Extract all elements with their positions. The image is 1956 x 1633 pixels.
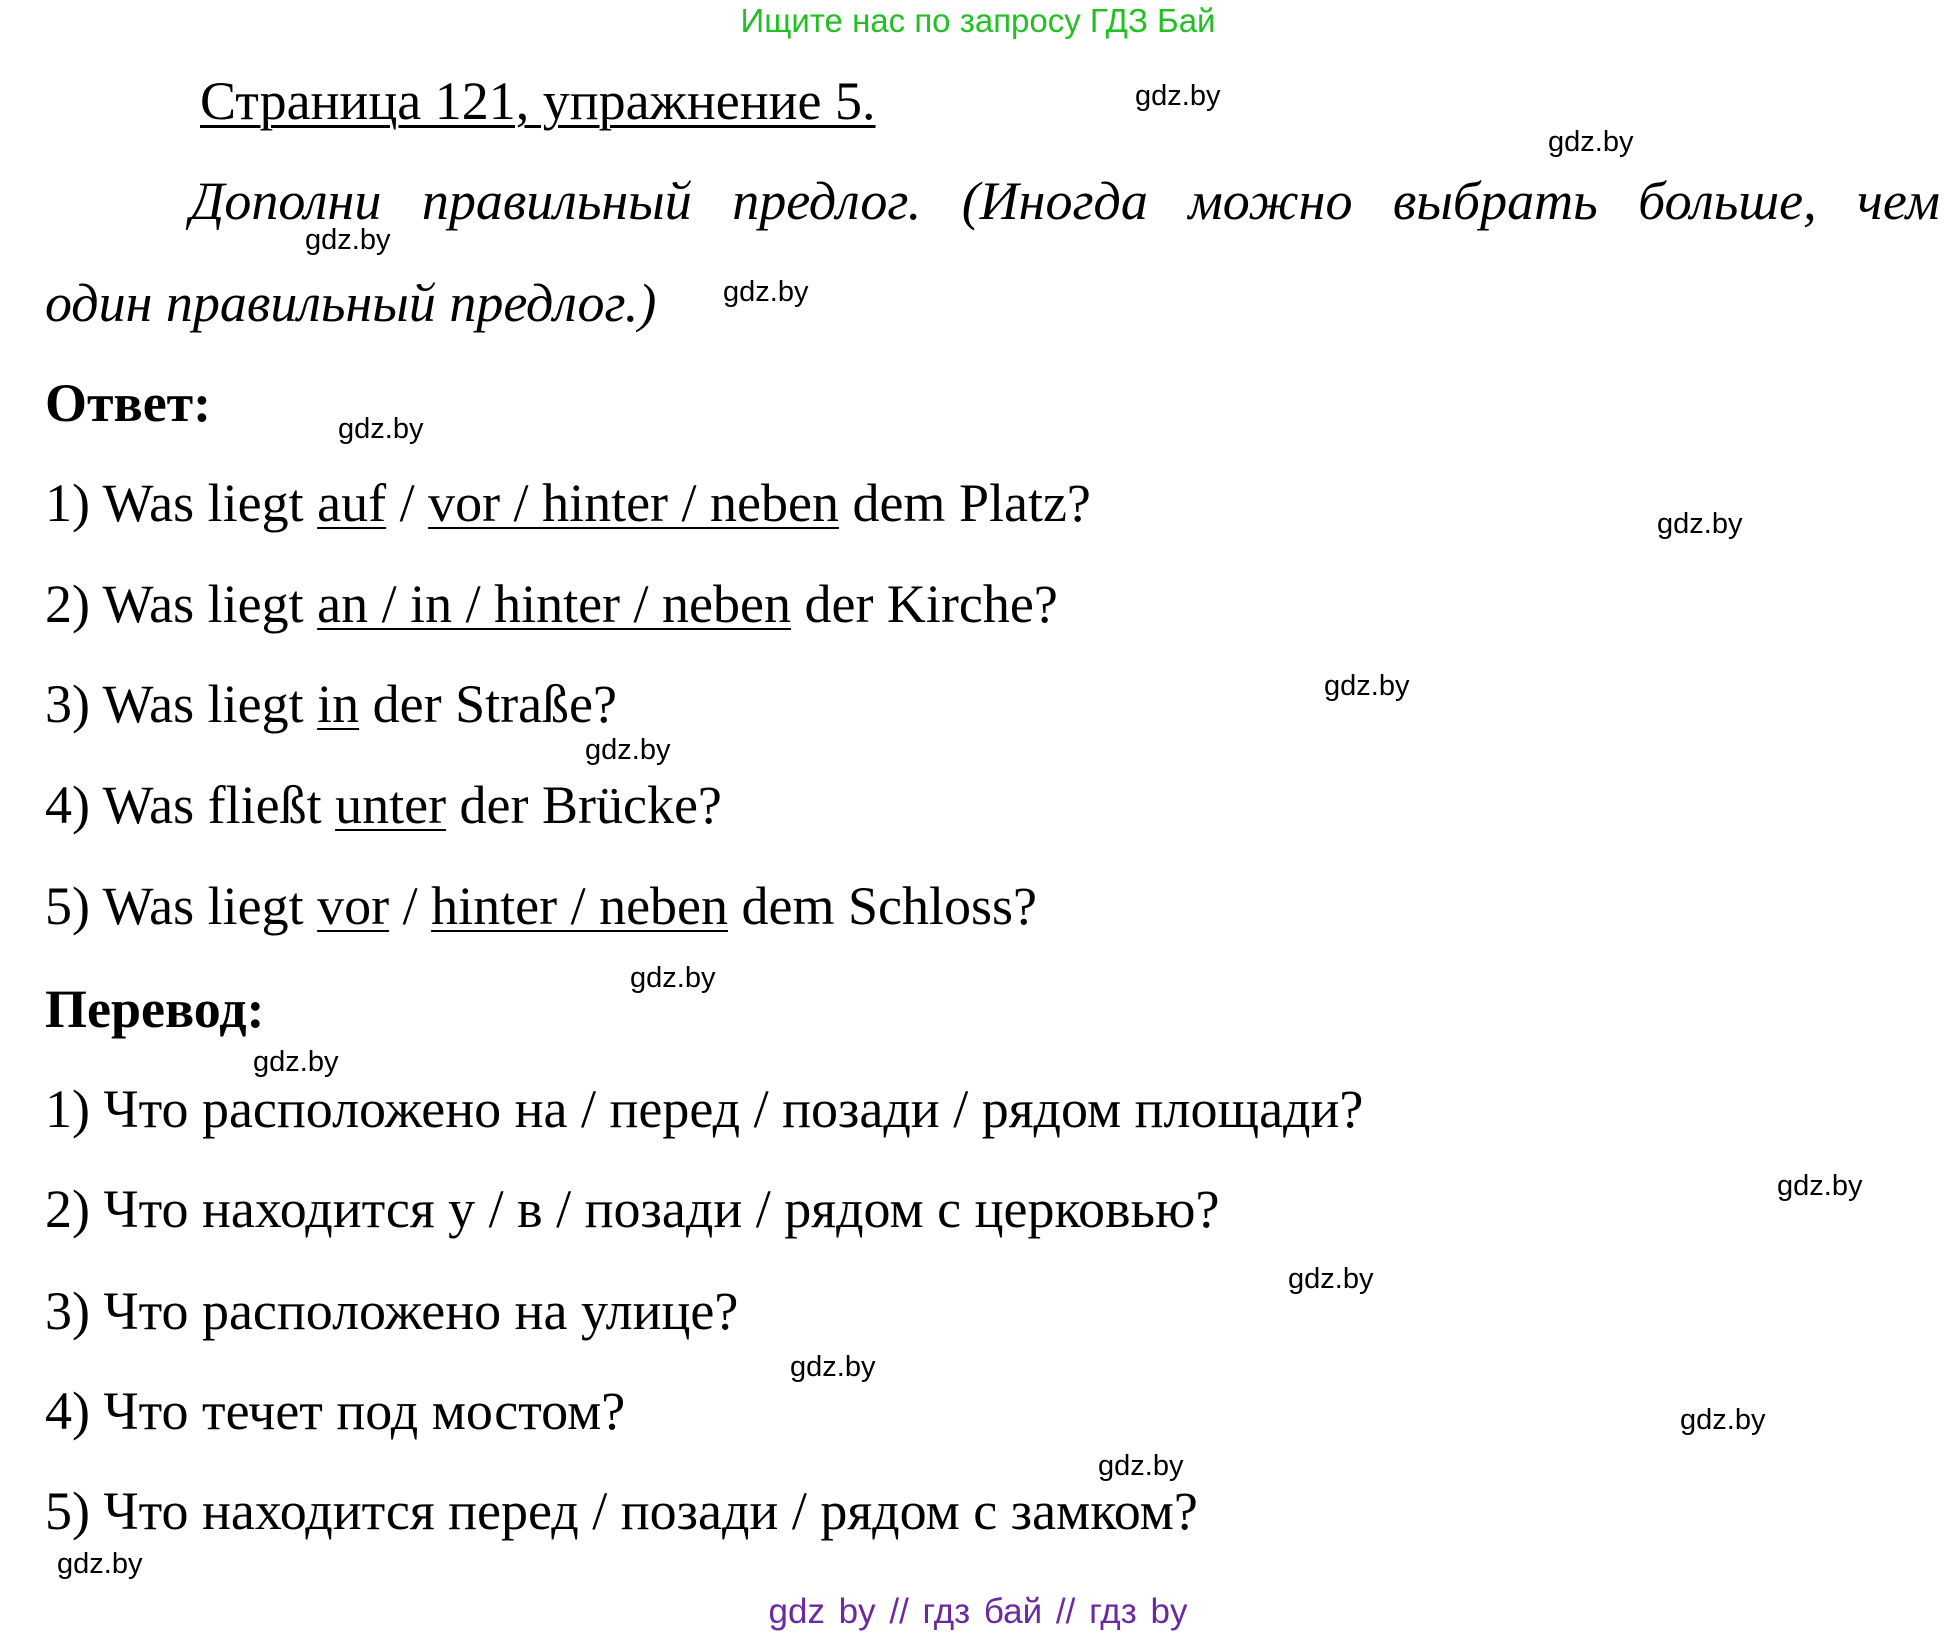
answer-text: dem Schloss?	[728, 876, 1037, 936]
task-word: чем	[1857, 171, 1940, 231]
translation-line-3: 3) Что расположено на улице?	[45, 1281, 739, 1341]
page-title: Страница 121, упражнение 5.	[200, 71, 876, 131]
translation-line-5: 5) Что находится перед / позади / рядом с замком?	[45, 1481, 1198, 1541]
task-word: можно	[1188, 171, 1353, 231]
task-line-2: один правильный предлог.)	[45, 273, 657, 333]
watermark: gdz.by	[1098, 1450, 1184, 1482]
task-word: правильный	[421, 171, 692, 231]
translation-line-1: 1) Что расположено на / перед / позади / рядом площади?	[45, 1079, 1364, 1139]
task-word: предлог.	[732, 171, 922, 231]
watermark: gdz.by	[723, 276, 809, 308]
answer-line-4	[45, 774, 722, 836]
answer-text: 4) Was fließt	[45, 775, 336, 835]
task-word: выбрать	[1392, 171, 1598, 231]
watermark: gdz.by	[630, 962, 716, 994]
watermark: gdz.by	[790, 1351, 876, 1383]
answer-line-1	[45, 472, 1091, 534]
bottom-banner: gdz by // гдз бай // гдз by	[768, 1592, 1188, 1631]
watermark: gdz.by	[1680, 1404, 1766, 1436]
answer-separator: /	[389, 876, 432, 936]
task-line-1	[190, 170, 1940, 232]
watermark: gdz.by	[1548, 126, 1634, 158]
task-word: больше,	[1638, 171, 1817, 231]
answer-line-3	[45, 673, 617, 735]
answer-line-2	[45, 573, 1058, 635]
translation-line-4: 4) Что течет под мостом?	[45, 1381, 626, 1441]
top-banner: Ищите нас по запросу ГДЗ Бай	[740, 2, 1216, 39]
answer-text: der Brücke?	[446, 775, 722, 835]
task-word: (Иногда	[961, 171, 1148, 231]
watermark: gdz.by	[1657, 508, 1743, 540]
answer-preposition: vor / hinter / neben	[428, 473, 839, 533]
answer-text: dem Platz?	[838, 473, 1091, 533]
watermark: gdz.by	[1135, 80, 1221, 112]
watermark: gdz.by	[1324, 670, 1410, 702]
watermark: gdz.by	[57, 1548, 143, 1580]
translation-heading: Перевод:	[45, 979, 265, 1039]
answer-preposition: in	[317, 674, 360, 734]
answer-preposition: unter	[335, 775, 447, 835]
answer-text: der Straße?	[359, 674, 617, 734]
answer-heading: Ответ:	[45, 373, 212, 433]
answer-preposition: hinter / neben	[431, 876, 729, 936]
answer-text: 1) Was liegt	[45, 473, 318, 533]
answer-line-5	[45, 875, 1037, 937]
watermark: gdz.by	[253, 1046, 339, 1078]
watermark: gdz.by	[1288, 1263, 1374, 1295]
answer-text: der Kirche?	[790, 574, 1058, 634]
watermark: gdz.by	[305, 224, 391, 256]
answer-separator: /	[386, 473, 429, 533]
answer-text: 5) Was liegt	[45, 876, 318, 936]
answer-preposition: vor	[317, 876, 390, 936]
watermark: gdz.by	[585, 734, 671, 766]
answer-text: 3) Was liegt	[45, 674, 318, 734]
answer-preposition: an / in / hinter / neben	[317, 574, 791, 634]
translation-line-2: 2) Что находится у / в / позади / рядом с церковью?	[45, 1179, 1220, 1239]
watermark: gdz.by	[1777, 1170, 1863, 1202]
answer-text: 2) Was liegt	[45, 574, 318, 634]
answer-preposition: auf	[317, 473, 387, 533]
task-word: Дополни	[190, 171, 382, 231]
watermark: gdz.by	[338, 413, 424, 445]
